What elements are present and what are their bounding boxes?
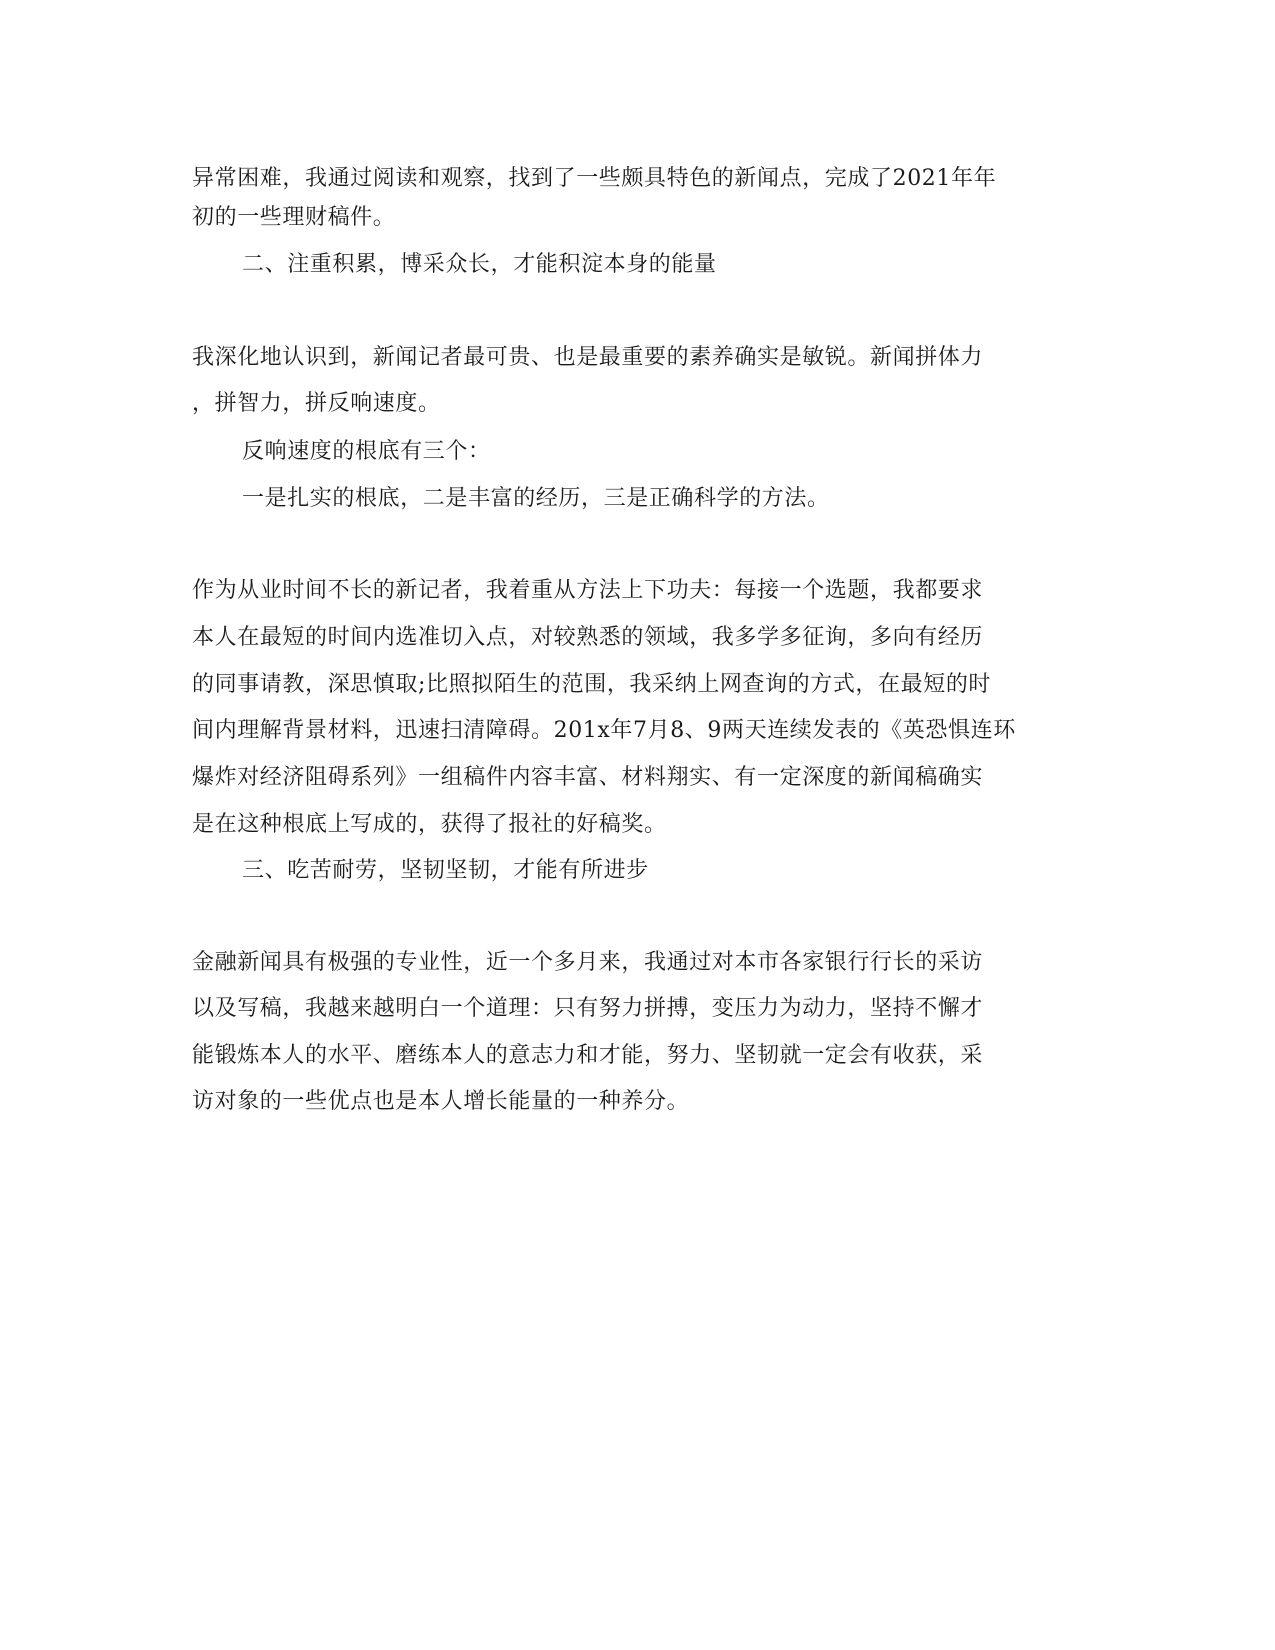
paragraph-line: 爆炸对经济阻碍系列》一组稿件内容丰富、材料翔实、有一定深度的新闻稿确实 bbox=[192, 765, 984, 790]
paragraph-line: 我深化地认识到，新闻记者最可贵、也是最重要的素养确实是敏锐。新闻拼体力 bbox=[192, 345, 984, 370]
paragraph-line: ，拼智力，拼反响速度。 bbox=[192, 391, 441, 416]
paragraph-line: 作为从业时间不长的新记者，我着重从方法上下功夫：每接一个选题，我都要求 bbox=[192, 578, 984, 603]
paragraph-line: 异常困难，我通过阅读和观察，找到了一些颇具特色的新闻点，完成了2021年年 bbox=[192, 166, 997, 191]
paragraph-line: 反响速度的根底有三个： bbox=[242, 439, 491, 464]
paragraph-line: 能锻炼本人的水平、磨练本人的意志力和才能，努力、坚韧就一定会有收获，采 bbox=[192, 1043, 984, 1068]
section-heading-2: 二、注重积累，博采众长，才能积淀本身的能量 bbox=[242, 252, 717, 277]
paragraph-line: 本人在最短的时间内选准切入点，对较熟悉的领域，我多学多征询，多向有经历 bbox=[192, 625, 984, 650]
paragraph-line: 金融新闻具有极强的专业性，近一个多月来，我通过对本市各家银行行长的采访 bbox=[192, 950, 984, 975]
paragraph-line: 以及写稿，我越来越明白一个道理：只有努力拼搏，变压力为动力，坚持不懈才 bbox=[192, 996, 984, 1021]
paragraph-line: 间内理解背景材料，迅速扫清障碍。201x年7月8、9两天连续发表的《英恐惧连环 bbox=[192, 718, 1016, 743]
section-heading-3: 三、吃苦耐劳，坚韧坚韧，才能有所进步 bbox=[242, 858, 649, 883]
paragraph-line: 的同事请教，深思慎取;比照拟陌生的范围，我采纳上网查询的方式，在最短的时 bbox=[192, 672, 992, 697]
paragraph-line: 一是扎实的根底，二是丰富的经历，三是正确科学的方法。 bbox=[242, 486, 830, 511]
paragraph-line: 是在这种根底上写成的，获得了报社的好稿奖。 bbox=[192, 812, 667, 837]
paragraph-line: 初的一些理财稿件。 bbox=[192, 205, 396, 230]
paragraph-line: 访对象的一些优点也是本人增长能量的一种养分。 bbox=[192, 1089, 690, 1114]
